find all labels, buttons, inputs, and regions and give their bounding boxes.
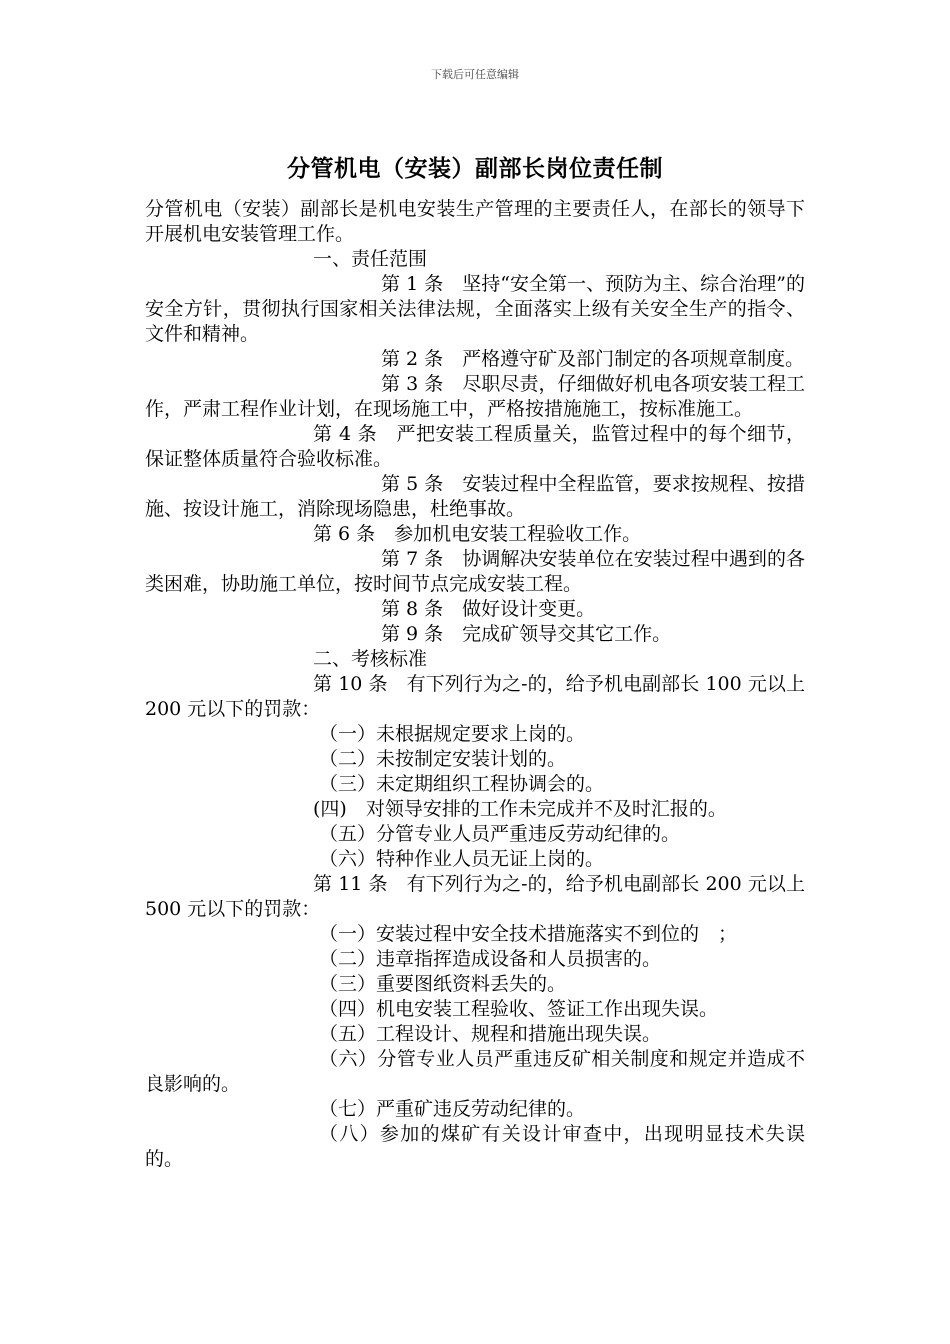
list-item: （六）分管专业人员严重违反矿相关制度和规定并造成不良影响的。: [145, 1048, 805, 1095]
list-item: （一）安装过程中安全技术措施落实不到位的 ；: [319, 923, 738, 945]
list-item: （二）违章指挥造成设备和人员损害的。: [319, 948, 662, 970]
list-item: （五）工程设计、规程和措施出现失误。: [319, 1023, 662, 1045]
list-item: （六）特种作业人员无证上岗的。: [319, 848, 605, 870]
list-item: （四）机电安装工程验收、签证工作出现失误。: [319, 998, 719, 1020]
article-paragraph: 第 3 条 尽职尽责，仔细做好机电各项安装工程工作，严肃工程作业计划，在现场施工中，严格按措施施工，按标准施工。: [145, 373, 805, 420]
list-item: （三）未定期组织工程协调会的。: [319, 773, 605, 795]
article-paragraph: 第 11 条 有下列行为之-的，给予机电副部长 200 元以上 500 元以下的罚款：: [145, 873, 805, 920]
article-paragraph: 第 8 条 做好设计变更。: [381, 598, 596, 620]
list-item: （三）重要图纸资料丢失的。: [319, 973, 567, 995]
article-paragraph: 第 6 条 参加机电安装工程验收工作。: [313, 523, 642, 545]
list-item: （二）未按制定安装计划的。: [319, 748, 567, 770]
list-item: （一）未根据规定要求上岗的。: [319, 723, 586, 745]
document-title: 分管机电（安装）副部长岗位责任制: [287, 155, 663, 182]
section-heading: 一、责任范围: [313, 248, 428, 270]
article-paragraph: 第 5 条 安装过程中全程监管，要求按规程、按措施、按设计施工，消除现场隐患，杜绝事故。: [145, 473, 805, 520]
list-item: (四) 对领导安排的工作未完成并不及时汇报的。: [313, 798, 727, 820]
list-item: （五）分管专业人员严重违反劳动纪律的。: [319, 823, 681, 845]
article-paragraph: 第 2 条 严格遵守矿及部门制定的各项规章制度。: [381, 348, 805, 370]
article-paragraph: 第 1 条 坚持“安全第一、预防为主、综合治理”的安全方针，贯彻执行国家相关法律法规，全面落实上级有关安全生产的指令、文件和精神。: [145, 273, 805, 345]
article-paragraph: 第 9 条 完成矿领导交其它工作。: [381, 623, 672, 645]
intro-paragraph: 分管机电（安装）副部长是机电安装生产管理的主要责任人，在部长的领导下开展机电安装管理工作。: [145, 198, 805, 245]
article-paragraph: 第 7 条 协调解决安装单位在安装过程中遇到的各类困难，协助施工单位，按时间节点完成安装工程。: [145, 548, 805, 595]
article-paragraph: 第 4 条 严把安装工程质量关，监管过程中的每个细节，保证整体质量符合验收标准。: [145, 423, 805, 470]
list-item: （八）参加的煤矿有关设计审查中，出现明显技术失误的。: [145, 1123, 805, 1170]
article-paragraph: 第 10 条 有下列行为之-的，给予机电副部长 100 元以上 200 元以下的罚款：: [145, 673, 805, 720]
section-heading: 二、考核标准: [313, 648, 428, 670]
header-note: 下载后可任意编辑: [431, 68, 519, 81]
document-body: [145, 197, 805, 1172]
list-item: （七）严重矿违反劳动纪律的。: [319, 1098, 586, 1120]
